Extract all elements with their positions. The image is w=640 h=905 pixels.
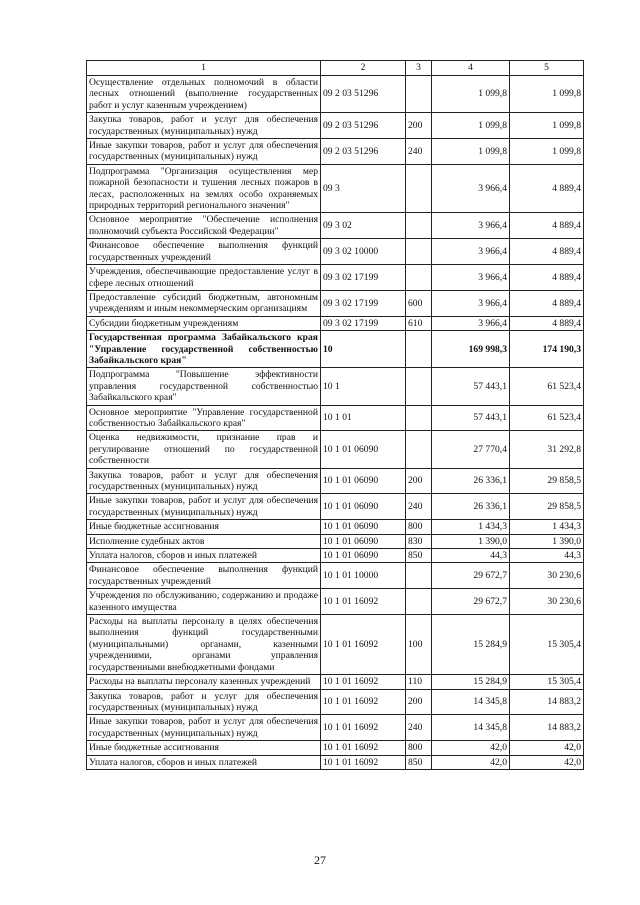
header-cell-3: 3 [406,61,432,76]
row-name-cell: Оценка недвижимости, признание прав и регулирование отношений по государственной собственности [87,431,321,468]
row-code-cell: 09 2 03 51296 [321,139,406,165]
header-cell-1: 1 [87,61,321,76]
row-name-cell: Иные бюджетные ассигнования [87,520,321,534]
row-value-col5-cell: 14 883,2 [510,689,584,715]
row-value-col5-cell: 4 889,4 [510,265,584,291]
row-value-col5-cell: 29 858,5 [510,468,584,494]
row-subcode-cell [406,164,432,213]
row-subcode-cell [406,265,432,291]
table-row [87,520,584,534]
row-subcode-cell [406,368,432,405]
row-name-cell: Расходы на выплаты персоналу казенных учреждений [87,675,321,689]
row-subcode-cell [406,589,432,615]
table-row [87,76,584,113]
row-name-cell: Исполнение судебных актов [87,534,321,548]
row-value-col5-cell: 61 523,4 [510,368,584,405]
row-value-col4-cell: 57 443,1 [432,405,510,431]
row-code-cell: 10 1 01 16092 [321,715,406,741]
table-row [87,113,584,139]
row-name-cell: Уплата налогов, сборов и иных платежей [87,549,321,563]
row-value-col4-cell: 14 345,8 [432,715,510,741]
table-row [87,213,584,239]
row-value-col4-cell: 1 099,8 [432,113,510,139]
table-row [87,563,584,589]
row-code-cell: 10 1 01 10000 [321,563,406,589]
row-name-cell: Финансовое обеспечение выполнения функций государственных учреждений [87,563,321,589]
budget-table-body [87,61,584,770]
row-value-col5-cell: 1 099,8 [510,76,584,113]
header-cell-2: 2 [321,61,406,76]
table-row [87,689,584,715]
row-value-col5-cell: 1 434,3 [510,520,584,534]
row-value-col4-cell: 1 099,8 [432,76,510,113]
row-value-col5-cell: 4 889,4 [510,164,584,213]
row-value-col5-cell: 15 305,4 [510,675,584,689]
row-name-cell: Иные бюджетные ассигнования [87,741,321,755]
table-row [87,675,584,689]
table-row [87,239,584,265]
row-value-col4-cell: 3 966,4 [432,164,510,213]
row-subcode-cell: 110 [406,675,432,689]
row-code-cell: 10 1 01 06090 [321,468,406,494]
row-value-col4-cell: 1 390,0 [432,534,510,548]
row-value-col5-cell: 4 889,4 [510,213,584,239]
table-row [87,589,584,615]
row-code-cell: 09 3 02 17199 [321,265,406,291]
row-subcode-cell [406,563,432,589]
row-code-cell: 09 3 02 17199 [321,290,406,316]
header-cell-4: 4 [432,61,510,76]
table-row [87,139,584,165]
row-name-cell: Закупка товаров, работ и услуг для обеспечения государственных (муниципальных) нужд [87,113,321,139]
row-subcode-cell: 800 [406,520,432,534]
row-code-cell: 09 2 03 51296 [321,113,406,139]
row-value-col4-cell: 1 099,8 [432,139,510,165]
row-subcode-cell [406,213,432,239]
row-code-cell: 10 1 01 16092 [321,675,406,689]
row-code-cell: 10 1 01 06090 [321,534,406,548]
row-code-cell: 10 1 01 06090 [321,549,406,563]
table-row [87,468,584,494]
row-value-col5-cell: 4 889,4 [510,239,584,265]
row-value-col4-cell: 3 966,4 [432,316,510,330]
table-row [87,534,584,548]
row-name-cell: Иные закупки товаров, работ и услуг для обеспечения государственных (муниципальных) нужд [87,139,321,165]
row-subcode-cell [406,405,432,431]
row-value-col4-cell: 3 966,4 [432,213,510,239]
row-subcode-cell: 200 [406,468,432,494]
table-row [87,290,584,316]
row-name-cell: Финансовое обеспечение выполнения функций государственных учреждений [87,239,321,265]
table-row [87,755,584,769]
row-subcode-cell: 100 [406,615,432,675]
budget-table [86,60,584,770]
row-code-cell: 10 1 01 06090 [321,431,406,468]
row-name-cell: Основное мероприятие "Обеспечение исполнения полномочий субъекта Российской Федерации" [87,213,321,239]
row-value-col5-cell: 4 889,4 [510,316,584,330]
table-row [87,316,584,330]
row-value-col4-cell: 15 284,9 [432,615,510,675]
row-value-col4-cell: 3 966,4 [432,265,510,291]
row-value-col5-cell: 42,0 [510,741,584,755]
row-code-cell: 09 3 02 [321,213,406,239]
row-value-col5-cell: 1 390,0 [510,534,584,548]
header-cell-5: 5 [510,61,584,76]
table-row [87,331,584,368]
row-value-col4-cell: 15 284,9 [432,675,510,689]
row-code-cell: 10 [321,331,406,368]
row-name-cell: Учреждения, обеспечивающие предоставление услуг в сфере лесных отношений [87,265,321,291]
row-code-cell: 10 1 [321,368,406,405]
table-row [87,741,584,755]
table-row [87,615,584,675]
row-code-cell: 10 1 01 16092 [321,689,406,715]
table-row [87,715,584,741]
row-name-cell: Государственная программа Забайкальского края "Управление государственной собственностью Забайкальского края" [87,331,321,368]
row-name-cell: Расходы на выплаты персоналу в целях обеспечения выполнения функций государственными (муниципальными) органами, казенными учреждениями, органами управления государственными внебюджетными фондами [87,615,321,675]
row-subcode-cell: 200 [406,113,432,139]
row-name-cell: Подпрограмма "Повышение эффективности управления государственной собственностью Забайкальского края" [87,368,321,405]
row-value-col5-cell: 44,3 [510,549,584,563]
row-value-col4-cell: 3 966,4 [432,239,510,265]
row-subcode-cell: 240 [406,139,432,165]
row-code-cell: 09 3 02 17199 [321,316,406,330]
row-value-col4-cell: 3 966,4 [432,290,510,316]
row-subcode-cell: 240 [406,715,432,741]
row-code-cell: 10 1 01 [321,405,406,431]
row-value-col5-cell: 31 292,8 [510,431,584,468]
row-value-col5-cell: 1 099,8 [510,113,584,139]
row-code-cell: 09 3 [321,164,406,213]
row-name-cell: Иные закупки товаров, работ и услуг для обеспечения государственных (муниципальных) нужд [87,494,321,520]
row-value-col4-cell: 14 345,8 [432,689,510,715]
table-row [87,164,584,213]
row-code-cell: 09 3 02 10000 [321,239,406,265]
row-value-col4-cell: 44,3 [432,549,510,563]
row-code-cell: 10 1 01 16092 [321,755,406,769]
row-subcode-cell [406,239,432,265]
row-value-col4-cell: 169 998,3 [432,331,510,368]
table-header-row [87,61,584,76]
row-name-cell: Закупка товаров, работ и услуг для обеспечения государственных (муниципальных) нужд [87,689,321,715]
row-value-col4-cell: 1 434,3 [432,520,510,534]
row-subcode-cell: 600 [406,290,432,316]
table-row [87,265,584,291]
row-value-col4-cell: 57 443,1 [432,368,510,405]
table-row [87,431,584,468]
row-value-col5-cell: 30 230,6 [510,589,584,615]
row-value-col5-cell: 1 099,8 [510,139,584,165]
row-value-col5-cell: 14 883,2 [510,715,584,741]
table-row [87,494,584,520]
row-name-cell: Предоставление субсидий бюджетным, автономным учреждениям и иным некоммерческим организациям [87,290,321,316]
row-name-cell: Осуществление отдельных полномочий в области лесных отношений (выполнение государственных работ и услуг казенным учреждением) [87,76,321,113]
row-value-col5-cell: 61 523,4 [510,405,584,431]
row-value-col4-cell: 26 336,1 [432,468,510,494]
row-code-cell: 10 1 01 16092 [321,741,406,755]
row-value-col5-cell: 15 305,4 [510,615,584,675]
table-row [87,549,584,563]
row-code-cell: 09 2 03 51296 [321,76,406,113]
row-name-cell: Подпрограмма "Организация осуществления мер пожарной безопасности и тушения лесных пожаров в лесах, расположенных на землях особо охраняемых природных территорий регионального значения" [87,164,321,213]
row-subcode-cell: 200 [406,689,432,715]
page-number: 27 [314,853,326,867]
row-subcode-cell [406,431,432,468]
row-subcode-cell: 240 [406,494,432,520]
row-value-col5-cell: 30 230,6 [510,563,584,589]
row-value-col5-cell: 174 190,3 [510,331,584,368]
row-name-cell: Уплата налогов, сборов и иных платежей [87,755,321,769]
row-subcode-cell: 830 [406,534,432,548]
row-name-cell: Иные закупки товаров, работ и услуг для обеспечения государственных (муниципальных) нужд [87,715,321,741]
row-code-cell: 10 1 01 16092 [321,615,406,675]
row-value-col4-cell: 29 672,7 [432,563,510,589]
row-value-col5-cell: 42,0 [510,755,584,769]
row-value-col4-cell: 29 672,7 [432,589,510,615]
row-value-col4-cell: 26 336,1 [432,494,510,520]
row-name-cell: Основное мероприятие "Управление государственной собственностью Забайкальского края" [87,405,321,431]
row-value-col4-cell: 27 770,4 [432,431,510,468]
row-subcode-cell: 850 [406,755,432,769]
row-subcode-cell [406,331,432,368]
row-subcode-cell: 850 [406,549,432,563]
row-subcode-cell [406,76,432,113]
table-row [87,368,584,405]
row-code-cell: 10 1 01 16092 [321,589,406,615]
row-code-cell: 10 1 01 06090 [321,494,406,520]
row-name-cell: Субсидии бюджетным учреждениям [87,316,321,330]
row-value-col4-cell: 42,0 [432,755,510,769]
row-value-col4-cell: 42,0 [432,741,510,755]
row-subcode-cell: 610 [406,316,432,330]
row-name-cell: Учреждения по обслуживанию, содержанию и продаже казенного имущества [87,589,321,615]
row-subcode-cell: 800 [406,741,432,755]
row-value-col5-cell: 4 889,4 [510,290,584,316]
row-value-col5-cell: 29 858,5 [510,494,584,520]
table-row [87,405,584,431]
row-name-cell: Закупка товаров, работ и услуг для обеспечения государственных (муниципальных) нужд [87,468,321,494]
row-code-cell: 10 1 01 06090 [321,520,406,534]
